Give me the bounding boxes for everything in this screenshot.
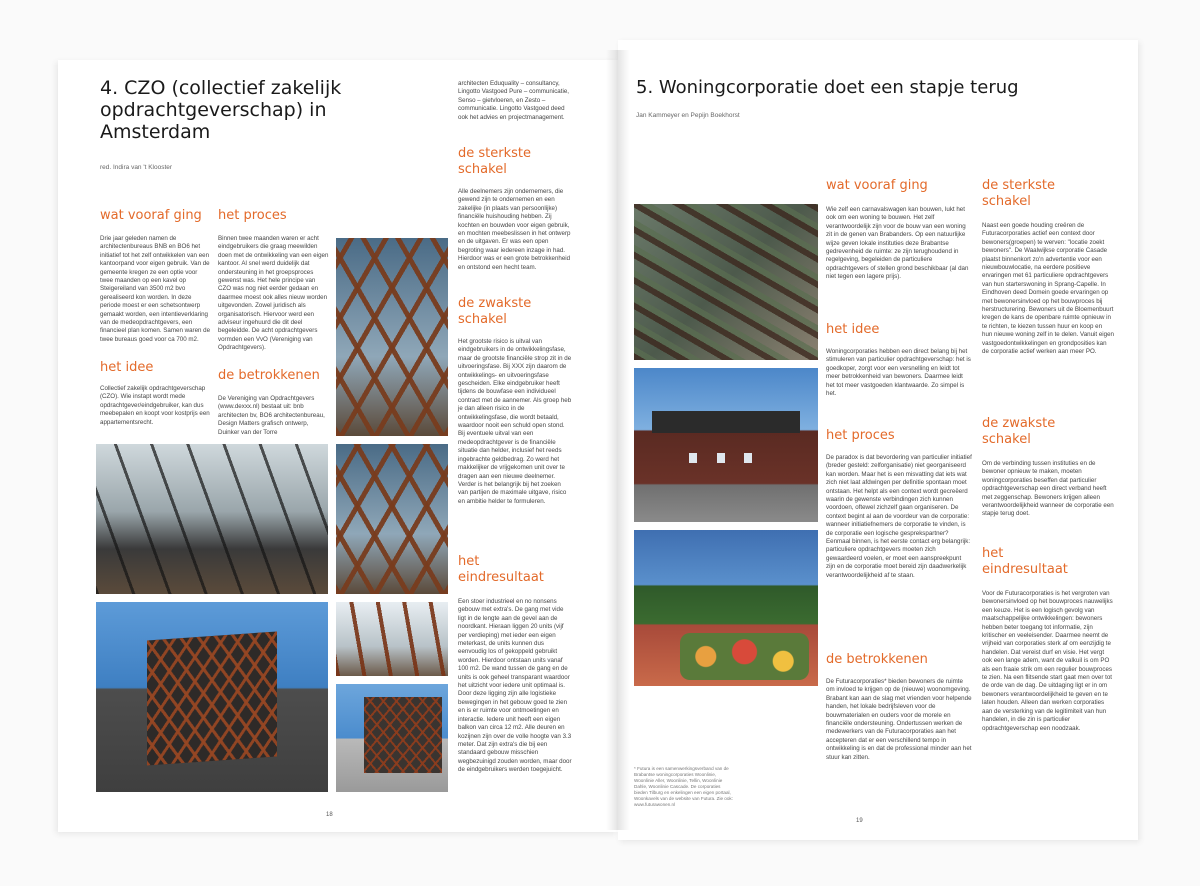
- photo-building-exterior: [96, 602, 328, 792]
- page-title: 5. Woningcorporatie doet een stapje terug: [636, 77, 1019, 98]
- heading-de-zwakste-schakel: de zwakste schakel: [982, 416, 1056, 447]
- heading-de-sterkste-schakel: de sterkste schakel: [982, 178, 1055, 209]
- photo-lattice-closeup: [336, 444, 448, 594]
- page-number: 18: [326, 812, 333, 818]
- right-page: [618, 40, 1138, 840]
- text-het-proces: De paradox is dat bevordering van particulier initiatief (breder gesteld: zelforganisatie) niet georganiseerd kan worden. Maar het is een misvatting dat iets wat zich niet laat afdwingen per definitie spontaan moet ontstaan. Het helpt als een context wordt gecreëerd waarin de gewenste verbindingen zich kunnen voordoen, oftewel zichzelf gaan organiseren. De context begint al aan de voordeur van de corporatie: wanneer initiatiefnemers de corporatie te vinden, is de corporatie een logische gesprekspartner? Eenmaal binnen, is het eerste contact erg belangrijk: particuliere opdrachtgevers moeten zich gewaardeerd voelen, er moet een aanspreekpunt zijn en de corporatie moet bereid zijn daadwerkelijk verantwoordelijkheid af te staan.: [826, 454, 972, 579]
- heading-de-zwakste-schakel: de zwakste schakel: [458, 296, 532, 327]
- heading-het-idee: het idee: [100, 360, 154, 375]
- text-de-betrokkenen: De Futuracorporaties* bieden bewoners de ruimte om invloed te krijgen op de (nieuwe) woonomgeving. Brabant kan aan de slag met vrienden voor helpende handen, het lokale bedrijfsleven voor de bouwmaterialen en ouders voor de morele en financiële ondersteuning. Ondertussen werken de medewerkers van de Futuracorporaties aan het accepteren dat er een verschillend tempo in ontwikkeling is en dat de professional minder aan het stuur kan zitten.: [826, 678, 972, 761]
- photo-garden-street: [634, 530, 818, 686]
- text-het-eindresultaat: Een stoer industrieel en no nonsens gebouw met extra's. De gang met vide ligt in de lengte aan de gevel aan de noordkant. Hieraan liggen 20 units (vijf per verdieping) met ieder een eigen meterkast, de units kunnen dus eenvoudig los of gekoppeld gebruikt worden. Hierdoor ontstaan units vanaf 100 m2. De wand tussen de gang en de units is ook geheel transparant waardoor het uitzicht voor iedere unit optimaal is. Door deze ligging zijn alle logistieke bewegingen in het gebouw goed te zien en is er ruimte voor ontmoetingen en interactie. Iedere unit heeft een eigen balkon van circa 12 m2. Alle deuren en kozijnen zijn over de volle hoogte van 3.3 meter. Dat zijn extra's die bij een standaard gebouw misschien wegbezuinigd zouden worden, maar door de eindgebruikers werden toegejuicht.: [458, 598, 572, 774]
- text-col3-intro: architecten Eduquality – consultancy, Lingotto Vastgoed Pure – communicatie, Senso – gietvloeren, en Zesto – communicatie. Lingotto Vastgoed deed ook het advies en projectmanagement.: [458, 80, 569, 121]
- page-title: 4. CZO (collectief zakelijk opdrachtgeverschap) in Amsterdam: [100, 77, 342, 143]
- text-de-zwakste-schakel: Om de verbinding tussen instituties en de bewoner opnieuw te maken, moeten woningcorporaties beseffen dat particulier opdrachtgeverschap een direct verband heeft met zeggenschap. Bewoners krijgen alleen verantwoordelijkheid wanneer de corporatie een stapje terug doet.: [982, 460, 1114, 518]
- heading-de-sterkste-schakel: de sterkste schakel: [458, 146, 531, 177]
- text-het-proces: Binnen twee maanden waren er acht eindgebruikers die graag meewilden doen met de ontwikkeling van een eigen kantoor. Al snel werd duidelijk dat ondersteuning in het groepsproces gewenst was. Het hele principe van CZO was nog niet eerder gedaan en daarmee moest ook alles nieuw worden uitgevonden. Zowel juridisch als organisatorisch. Hiervoor werd een adviseur ingehuurd die dit deel begeleidde. De acht opdrachtgevers vormden een VvO (Vereniging van Opdrachtgevers).: [218, 235, 329, 352]
- heading-de-betrokkenen: de betrokkenen: [218, 368, 320, 383]
- heading-het-eindresultaat: het eindresultaat: [458, 554, 544, 585]
- heading-wat-vooraf-ging: wat vooraf ging: [826, 178, 928, 193]
- left-page: [58, 60, 618, 832]
- heading-het-proces: het proces: [218, 208, 287, 223]
- heading-het-idee: het idee: [826, 322, 880, 337]
- text-het-eindresultaat: Voor de Futuracorporaties is het vergroten van bewonersinvloed op het bouwproces nauwelijks een keuze. Het is een logisch gevolg van maatschappelijke ontwikkelingen: bewoners hebben beter toegang tot informatie, zijn kritischer en veeleisender. Daarmee neemt de vrijheid van corporaties sterk af om eenzijdig te handelen. Dat vereist durf en visie. Het vergt ook een lange adem, want de valkuil is om PO als een fraaie strik om een regulier bouwproces te zien. Na een flitsende start gaat men over tot de orde van de dag. De uitdaging ligt er in om bewoners verantwoordelijkheid te geven en te laten houden. Alleen dan werken corporaties aan de versterking van de legitimiteit van hun handelen, in die zin is particulier opdrachtgeverschap een noodzaak.: [982, 590, 1113, 732]
- footnote: * Futura is een samenwerkingsverband van de Brabantse woningcorporaties Woonlinie, Woonlinie Aller, Woonlinie, Tellin, Woonlinie Dahle, Woonlinie Cascade. De corporaties bieden Tilburg en enkelingen een eigen portaal, Woonkavels van de website van Futura. Zie ook: www.futurawonen.nl: [634, 766, 733, 807]
- heading-de-betrokkenen: de betrokkenen: [826, 652, 928, 667]
- heading-wat-vooraf-ging: wat vooraf ging: [100, 208, 202, 223]
- text-wat-vooraf-ging: Wie zelf een carnavalswagen kan bouwen, lukt het ook om een woning te bouwen. Het zelf verantwoordelijk zijn voor de bouw van een woning zit in de genen van Brabanders. Op een natuurlijke wijze geven lokale instituties deze Brabantse gedrevenheid de ruimte: ze zijn terughoudend in regelgeving, begeleiden de particuliere opdrachtgevers of stellen grond beschikbaar (al dan niet tegen een lagere prijs).: [826, 206, 969, 281]
- spine-shadow: [606, 50, 630, 830]
- photo-building-side: [336, 684, 448, 792]
- photo-lattice-facade: [336, 238, 448, 436]
- page-number: 19: [856, 818, 863, 824]
- heading-het-eindresultaat: het eindresultaat: [982, 546, 1068, 577]
- text-wat-vooraf-ging: Drie jaar geleden namen de architectenbureaus BNB en BO6 het initiatief tot het zelf ontwikkelen van een kantoorpand voor eigen gebruik. Van de gemeente kregen ze een optie voor twee maanden op een kavel op Steigereiland van 3500 m2 bvo gerealiseerd kon worden. In deze periode moest er een schetsontwerp gemaakt worden, een intentieverklaring van de medeopdrachtgevers, een financieel plan komen. Samen waren de twee bureaus goed voor ca 700 m2.: [100, 235, 211, 343]
- photo-interior-hall: [96, 444, 328, 594]
- text-de-sterkste-schakel: Naast een goede houding creëren de Futuracorporaties actief een context door bewoners(groepen) te werven: "locatie zoekt bewoners". De Waalwijkse corporatie Casade plaatst binnenkort zo'n advertentie voor een nieuwbouwlocatie, na eerdere positieve ervaringen met 61 particuliere opdrachtgevers van hun starterswoning in Sprang-Capelle. In Eindhoven deed Domein goede ervaringen op met bewonersinvloed op het bouwproces bij herstructurering. Bewoners uit de Bloemenbuurt kregen de kans de openbare ruimte opnieuw in te richten, te kiezen tussen huur en koop en hun nieuwe woning zelf in te delen. Vanuit eigen vastgoedontwikkelingen en grondposities kan de corporatie actief werken aan meer PO.: [982, 222, 1114, 356]
- author-credit: red. Indira van 't Klooster: [100, 164, 173, 171]
- photo-aerial-housing: [634, 204, 818, 360]
- photo-balcony-detail: [336, 602, 448, 676]
- text-het-idee: Collectief zakelijk opdrachtgeverschap (CZO). Wie instapt wordt mede opdrachtgever/eindgebruiker, kan dus meebepalen en koopt voor kostprijs een appartementsrecht.: [100, 385, 210, 426]
- text-de-betrokkenen: De Vereniging van Opdrachtgevers (www.dexxx.nl) bestaat uit: bnb architecten bv, BO6 architectenbureau, Design Matters grafisch ontwerp, Duinker van der Torre: [218, 395, 325, 436]
- author-credit: Jan Kammeyer en Pepijn Boekhorst: [636, 112, 740, 119]
- photo-brick-houses: [634, 368, 818, 522]
- text-het-idee: Woningcorporaties hebben een direct belang bij het stimuleren van particulier opdrachtgeverschap: het is goedkoper, zorgt voor een versnelling en leidt tot meer betrokkenheid van bewoners. Daarmee leidt het tot meer vastgoeden klantwaarde. Zo simpel is het.: [826, 348, 971, 398]
- text-de-sterkste-schakel: Alle deelnemers zijn ondernemers, die gewend zijn te ondernemen en een zakelijke (in plaats van persoonlijke) financiële huishouding hebben. Zij kochten en bouwden voor eigen gebruik, en mochten meebeslissen in het ontwerp en de uitgaven. Er was een open begroting waar iedereen inzage in had. Hierdoor was er een grote betrokkenheid en ontstond een hecht team.: [458, 188, 571, 271]
- heading-het-proces: het proces: [826, 428, 895, 443]
- text-de-zwakste-schakel: Het grootste risico is uitval van eindgebruikers in de ontwikkelingsfase, maar de grootste financiële strop zit in de uitvoeringsfase. Bij XXX zijn daarom de ontwikkelings- en uitvoeringsfase gescheiden. Elke eindgebruiker heeft tijdens de bouwfase een individueel contract met de aannemer. Als groep heb je dan alleen risico in de ontwikkelingsfase, die wordt betaald, waardoor nooit een schuld open stond. Bij eventuele uitval van een medeopdrachtgever is de financiële situatie dan helder, inclusief het reeds ingebrachte geldbedrag. Zo werd het makkelijker de vrijgekomen unit over te dragen aan een nieuwe deelnemer. Verder is het belangrijk bij het zoeken van partijen de maximale uitgave, risico en ambitie helder te formuleren.: [458, 338, 572, 505]
